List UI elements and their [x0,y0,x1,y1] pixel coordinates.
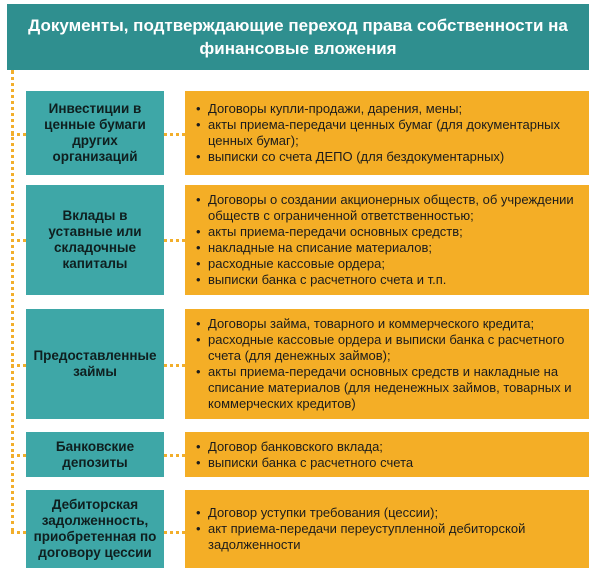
connector-right [164,531,185,534]
documents-box [185,432,589,477]
connector-right [164,133,185,136]
document-item: • акты приема-передачи ценных бумаг (для документарных ценных бумаг); [193,117,583,149]
connector-right [164,364,185,367]
document-item: • накладные на списание материалов; [193,240,583,256]
diagram-title: Документы, подтверждающие переход права собственности на финансовые вложения [7,4,589,70]
connector-right [164,239,185,242]
connector-left [11,239,26,242]
documents-box [185,309,589,419]
document-item: • акты приема-передачи основных средств и накладные на списание материалов (для неденежных займов, товарных и коммерческих кредитов) [193,364,583,412]
category-box: Инвестиции в ценные бумаги других организаций [26,91,164,175]
category-box: Дебиторская задолженность, приобретенная по договору цессии [26,490,164,568]
connector-spine [11,70,14,532]
connector-left [11,364,26,367]
document-item: • расходные кассовые ордера и выписки банка с расчетного счета (для денежных займов); [193,332,583,364]
connector-right [164,454,185,457]
connector-left [11,133,26,136]
connector-left [11,454,26,457]
category-box: Вклады в уставные или складочные капиталы [26,185,164,295]
document-item: • акты приема-передачи основных средств; [193,224,583,240]
category-box: Предоставленные займы [26,309,164,419]
document-item: • расходные кассовые ордера; [193,256,583,272]
documents-box [185,185,589,295]
documents-box [185,91,589,175]
document-item: • акт приема-передачи переуступленной дебиторской задолженности [193,521,583,553]
document-item: • Договоры займа, товарного и коммерческого кредита; [193,316,583,332]
documents-box [185,490,589,568]
connector-left [11,531,26,534]
document-item: • Договоры о создании акционерных обществ, об учреждении обществ с ограниченной ответственностью; [193,192,583,224]
document-item: • Договор уступки требования (цессии); [193,505,583,521]
document-item: • Договоры купли-продажи, дарения, мены; [193,101,583,117]
document-item: • выписки банка с расчетного счета [193,455,583,471]
document-item: • выписки со счета ДЕПО (для бездокументарных) [193,149,583,165]
document-item: • Договор банковского вклада; [193,439,583,455]
category-box: Банковские депозиты [26,432,164,477]
document-item: • выписки банка с расчетного счета и т.п. [193,272,583,288]
